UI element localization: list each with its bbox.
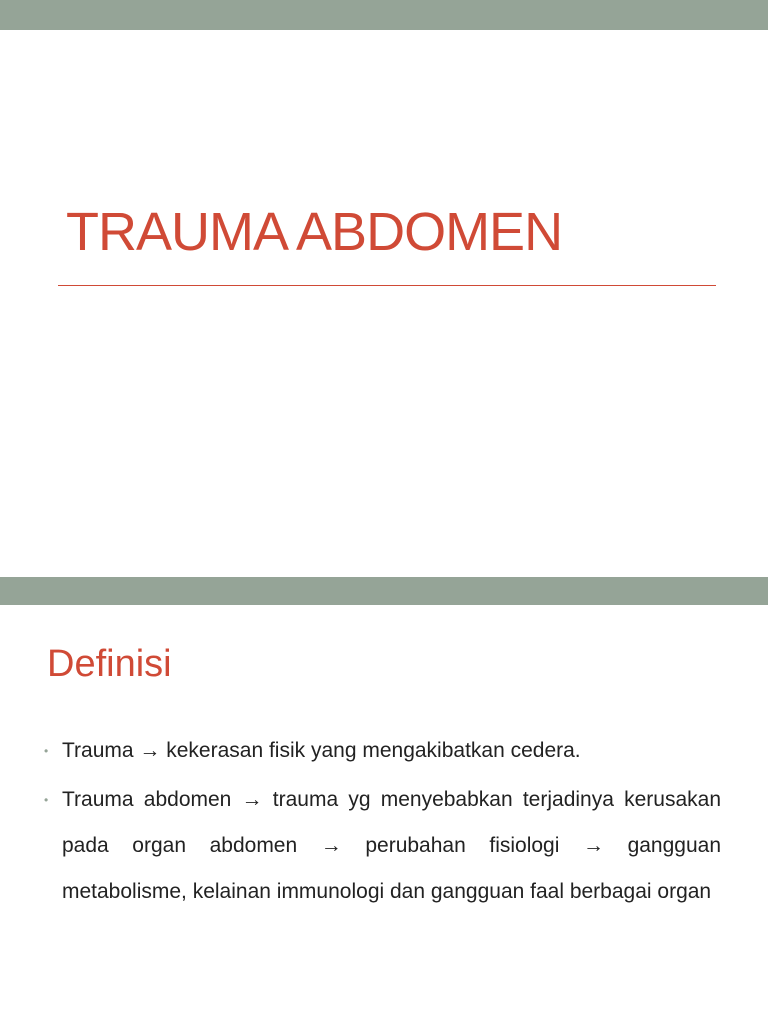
slide2-top-band xyxy=(0,577,768,605)
bullet-text: Trauma → kekerasan fisik yang mengakibatkan cedera. xyxy=(62,739,581,762)
bullet-item xyxy=(44,777,721,915)
slide2-heading: Definisi xyxy=(47,643,172,685)
bullet-list xyxy=(44,728,721,918)
bullet-item xyxy=(44,728,721,774)
bullet-text: Trauma abdomen → trauma yg menyebabkan terjadinya kerusakan pada organ abdomen → perubahan fisiologi → gangguan metabolisme, kelainan immunologi dan gangguan faal berbagai organ xyxy=(62,788,721,903)
title-underline xyxy=(58,285,716,286)
slide1-top-band xyxy=(0,0,768,30)
bullet-icon: • xyxy=(44,744,49,758)
bullet-icon: • xyxy=(44,793,49,807)
slide1-title: TRAUMA ABDOMEN xyxy=(66,202,563,262)
